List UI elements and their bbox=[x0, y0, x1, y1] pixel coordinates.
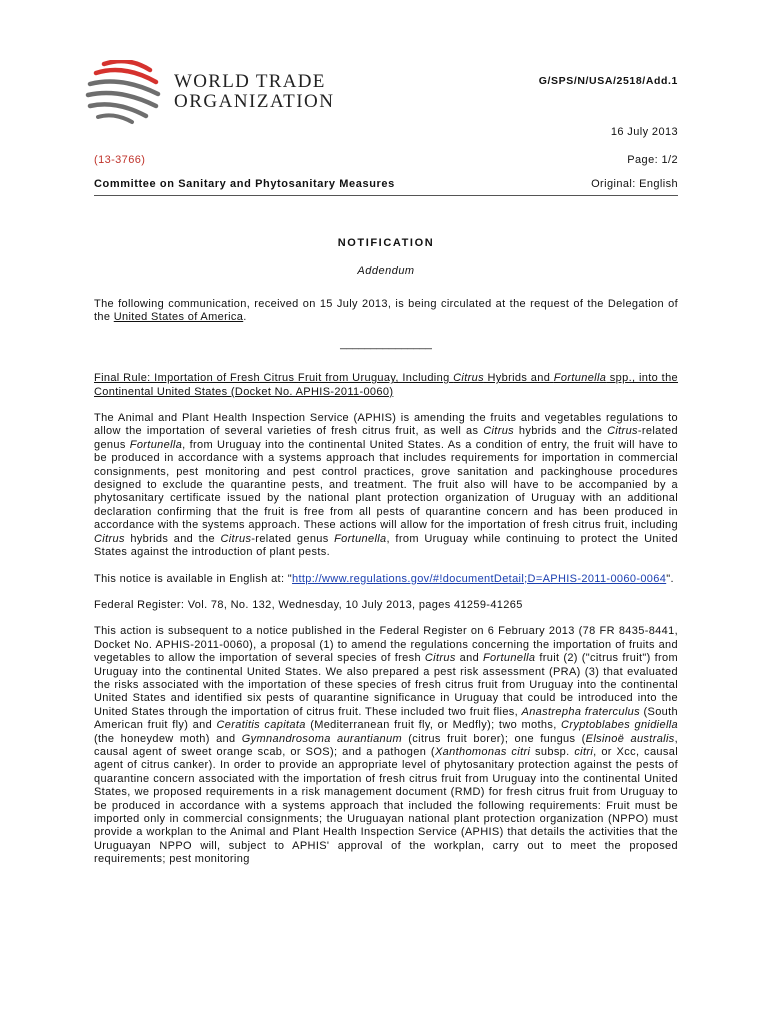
federal-register-line: Federal Register: Vol. 78, No. 132, Wednesday, 10 July 2013, pages 41259-41265 bbox=[94, 598, 523, 611]
wto-logo bbox=[84, 60, 344, 126]
regulations-link[interactable]: http://www.regulations.gov/#!documentDetail;D=APHIS-2011-0060-0064 bbox=[292, 572, 667, 585]
wto-wordmark bbox=[174, 72, 334, 112]
notice-title: NOTIFICATION bbox=[337, 237, 435, 249]
notice-subtitle: Addendum bbox=[357, 265, 415, 277]
org-name-line1: WORLD TRADE bbox=[174, 71, 326, 92]
intro-paragraph: The following communication, received on 15 July 2013, is being circulated at the request of the Delegation of the United States of America. bbox=[94, 298, 678, 324]
reference-code: (13-3766) bbox=[94, 154, 146, 166]
original-language: Original: English bbox=[591, 178, 678, 190]
document-symbol: G/SPS/N/USA/2518/Add.1 bbox=[538, 75, 678, 87]
rule-title: Final Rule: Importation of Fresh Citrus Fruit from Uruguay, Including Citrus Hybrids and Fortunella spp., into the Continental United States (Docket No. APHIS-2011-0060) bbox=[94, 372, 679, 398]
org-name-line2: ORGANIZATION bbox=[174, 91, 335, 112]
background-paragraph: This action is subsequent to a notice published in the Federal Register on 6 February 2013 (78 FR 8435-8441, Docket No. APHIS-2011-0060), a proposal (1) to amend the regulations concerning the importation of fruits and vegetables to allow the importation of several species of fresh Citrus and Fortunella fruit (2) ("citrus fruit") from Uruguay into the continental United States. We also prepared a pest risk assessment (PRA) (3) that evaluated the risks associated with the importation of these species of fresh citrus fruit from Uruguay into the continental United States and identified six pests of quarantine significance in Uruguay that could be introduced into the United States through the importation of citrus fruit. These included two fruit flies, Anastrepha fraterculus (South American fruit fly) and Ceratitis capitata (Mediterranean fruit fly, or Medfly); two moths, Cryptoblabes gnidiella (the honeydew moth) and Gymnandrosoma aurantianum (citrus fruit borer); one fungus (Elsinoë australis, causal agent of sweet orange scab, or SOS); and a pathogen (Xanthomonas citri subsp. citri, or Xcc, causal agent of citrus canker). In order to provide an appropriate level of phytosanitary protection against the pests of quarantine concern associated with the importation of fresh citrus fruit from Uruguay into the continental United States, we proposed requirements in a risk management document (RMD) for fresh citrus fruit from Uruguay to be produced in accordance with a systems approach that included the following requirements: Fruit must be imported only in commercial consignments; the Uruguayan national plant protection organization (NPPO) must provide a workplan to the Animal and Plant Health Inspection Service (APHIS) that details the activities that the Uruguayan NPPO will, subject to APHIS' approval of the workplan, carry out to meet the proposed requirements; pest monitoring bbox=[94, 625, 679, 866]
separator-line: _______________ bbox=[340, 337, 432, 350]
document-date: 16 July 2013 bbox=[610, 126, 678, 138]
country-name: United States of America bbox=[113, 311, 244, 324]
summary-paragraph: The Animal and Plant Health Inspection Service (APHIS) is amending the fruits and vegetables regulations to allow the importation of several varieties of fresh citrus fruit, as well as Citrus hybrids and the Citrus-related genus Fortunella, from Uruguay into the continental United States. As a condition of entry, the fruit will have to be produced in accordance with a systems approach that includes requirements for importation in commercial consignments, pest monitoring and pest control practices, grove sanitation and packinghouse procedures designed to exclude the quarantine pests, and treatment. The fruit also will have to be accompanied by a phytosanitary certificate issued by the national plant protection organization of Uruguay with an additional declaration confirming that the fruit is free from all pests of quarantine concern and has been produced in accordance with the systems approach. These actions will allow for the importation of fresh citrus fruit, including Citrus hybrids and the Citrus-related genus Fortunella, from Uruguay while continuing to protect the United States against the introduction of plant pests. bbox=[94, 412, 678, 559]
availability-paragraph: This notice is available in English at: "http://www.regulations.gov/#!documentDetail;D=APHIS-2011-0060-0064". bbox=[94, 572, 674, 585]
page-number: Page: 1/2 bbox=[627, 154, 678, 166]
header-divider bbox=[94, 195, 678, 196]
wto-emblem-icon bbox=[84, 60, 166, 126]
committee-name: Committee on Sanitary and Phytosanitary Measures bbox=[94, 178, 395, 190]
document-body bbox=[94, 298, 678, 880]
